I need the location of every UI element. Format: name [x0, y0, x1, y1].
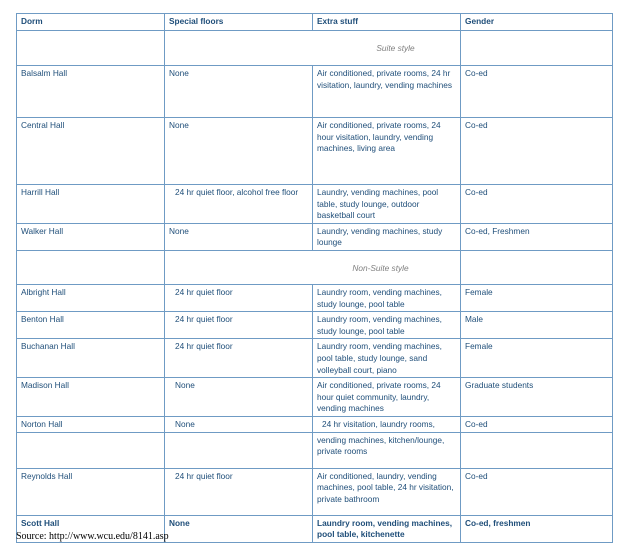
dorm-table — [16, 13, 613, 543]
extra-cell: Laundry room, vending machines, pool table, study lounge, sand volleyball court, piano — [313, 339, 461, 378]
floors-cell: None — [165, 378, 313, 417]
gender-cell: Co-ed, Freshmen — [461, 223, 613, 250]
floors-cell: 24 hr quiet floor, alcohol free floor — [165, 185, 313, 224]
extra-cell: Laundry, vending machines, pool table, study lounge, outdoor basketball court — [313, 185, 461, 224]
extra-cell: Air conditioned, private rooms, 24 hr visitation, laundry, vending machines — [313, 66, 461, 118]
extra-cell: vending machines, kitchen/lounge, private rooms — [313, 432, 461, 468]
dorm-cell: Albright Hall — [17, 284, 165, 311]
gender-cell — [461, 432, 613, 468]
gender-cell: Co-ed — [461, 416, 613, 432]
section-row-suite — [17, 31, 613, 66]
gender-cell: Female — [461, 339, 613, 378]
floors-cell: None — [165, 416, 313, 432]
floors-cell: None — [165, 223, 313, 250]
table-row — [17, 378, 613, 417]
section-row-non-suite — [17, 250, 613, 284]
extra-cell: Laundry, vending machines, study lounge — [313, 223, 461, 250]
extra-cell: Air conditioned, private rooms, 24 hour visitation, laundry, vending machines, living area — [313, 118, 461, 185]
gender-cell: Co-ed — [461, 118, 613, 185]
gender-cell: Co-ed — [461, 66, 613, 118]
header-dorm: Dorm — [17, 14, 165, 31]
floors-cell: None — [165, 118, 313, 185]
floors-cell — [165, 432, 313, 468]
gender-cell: Co-ed — [461, 185, 613, 224]
table-row — [17, 432, 613, 468]
section-label-non-suite: Non-Suite style — [165, 250, 461, 284]
table-row — [17, 118, 613, 185]
header-row — [17, 14, 613, 31]
table-row — [17, 468, 613, 515]
extra-cell: 24 hr visitation, laundry rooms, — [313, 416, 461, 432]
table-row — [17, 416, 613, 432]
header-special-floors: Special floors — [165, 14, 313, 31]
table-row — [17, 312, 613, 339]
table-row — [17, 66, 613, 118]
section-label-suite: Suite style — [165, 31, 461, 66]
dorm-cell: Madison Hall — [17, 378, 165, 417]
dorm-cell: Walker Hall — [17, 223, 165, 250]
dorm-cell: Scott Hall — [17, 515, 165, 542]
header-extra-stuff: Extra stuff — [313, 14, 461, 31]
floors-cell: 24 hr quiet floor — [165, 339, 313, 378]
floors-cell: 24 hr quiet floor — [165, 312, 313, 339]
floors-cell: 24 hr quiet floor — [165, 468, 313, 515]
floors-cell: None — [165, 66, 313, 118]
extra-cell: Air conditioned, laundry, vending machines, pool table, 24 hr visitation, private bathroom — [313, 468, 461, 515]
table-row — [17, 339, 613, 378]
gender-cell: Co-ed — [461, 468, 613, 515]
floors-cell: 24 hr quiet floor — [165, 284, 313, 311]
header-gender: Gender — [461, 14, 613, 31]
table-row — [17, 185, 613, 224]
dorm-cell: Reynolds Hall — [17, 468, 165, 515]
dorm-cell: Benton Hall — [17, 312, 165, 339]
dorm-cell: Central Hall — [17, 118, 165, 185]
extra-cell: Laundry room, vending machines, study lounge, pool table — [313, 312, 461, 339]
table-row — [17, 284, 613, 311]
source-note: Source: http://www.wcu.edu/8141.asp — [16, 531, 169, 542]
gender-cell: Female — [461, 284, 613, 311]
dorm-cell: Norton Hall — [17, 416, 165, 432]
gender-cell: Co-ed, freshmen — [461, 515, 613, 542]
dorm-cell: Balsalm Hall — [17, 66, 165, 118]
dorm-cell — [17, 432, 165, 468]
extra-cell: Air conditioned, private rooms, 24 hour quiet community, laundry, vending machines — [313, 378, 461, 417]
dorm-cell: Harrill Hall — [17, 185, 165, 224]
extra-cell: Laundry room, vending machines, study lounge, pool table — [313, 284, 461, 311]
gender-cell: Male — [461, 312, 613, 339]
floors-cell: None — [165, 515, 313, 542]
gender-cell: Graduate students — [461, 378, 613, 417]
extra-cell: Laundry room, vending machines, pool table, kitchenette — [313, 515, 461, 542]
dorm-cell: Buchanan Hall — [17, 339, 165, 378]
table-row — [17, 223, 613, 250]
